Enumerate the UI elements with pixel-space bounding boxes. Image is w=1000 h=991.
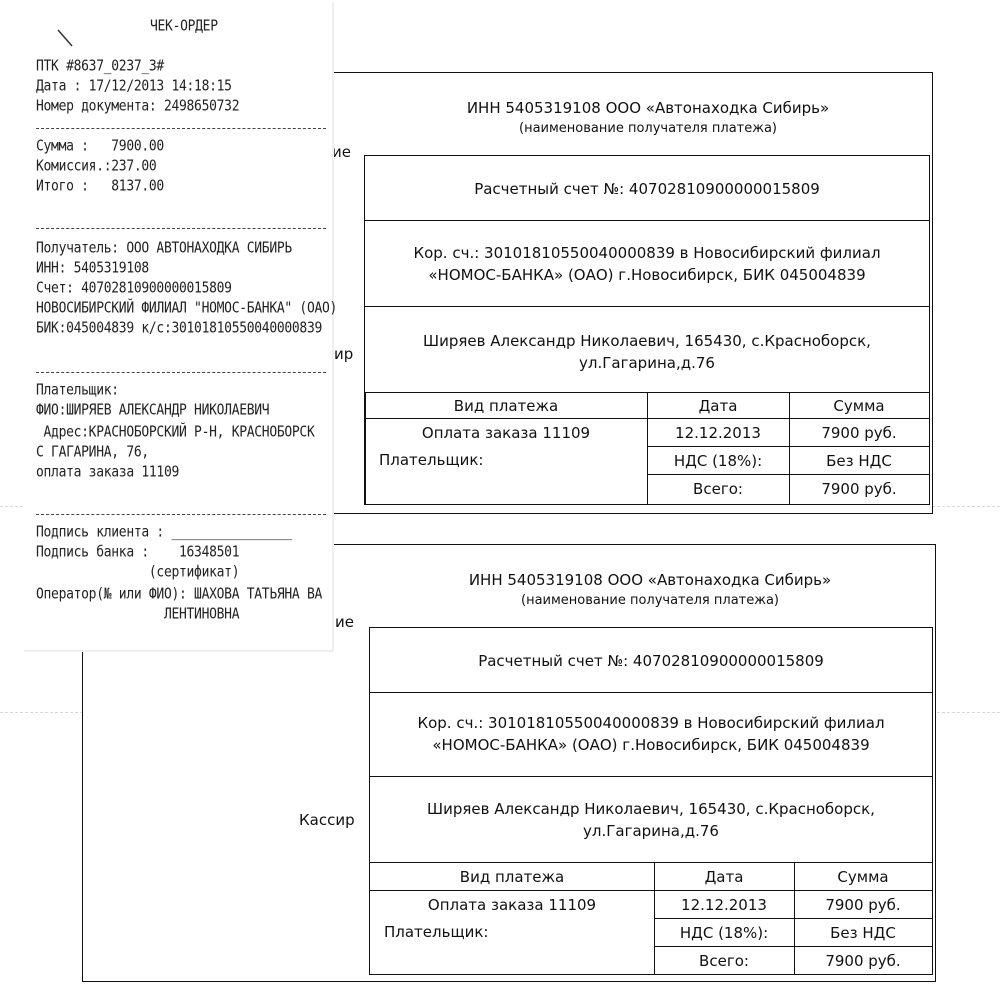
receipt-bank-sign: Подпись банка : 16348501 (36, 544, 240, 562)
receipt-address-2: С ГАГАРИНА, 76, (36, 444, 149, 462)
receipt-order: оплата заказа 11109 (36, 464, 180, 482)
receipt-bik: БИК:045004839 к/с:30101810550040000839 (36, 320, 323, 338)
table-vat-value: Без НДС (830, 924, 896, 942)
receipt-divider (36, 372, 326, 373)
row-divider (370, 692, 932, 693)
payer-line-2: ул.Гагарина,д.76 (583, 822, 719, 840)
row-divider (365, 220, 929, 221)
row-divider (647, 446, 929, 447)
receipt-account: Счет: 40702810900000015809 (36, 280, 232, 298)
table-total-value: 7900 руб. (825, 952, 901, 970)
receipt-title: ЧЕК-ОРДЕР (150, 18, 218, 36)
corr-account-line-2: «НОМОС-БАНКА» (ОАО) г.Новосибирск, БИК 045004839 (428, 266, 866, 284)
receipt-total: Итого : 8137.00 (36, 178, 164, 196)
table-cell-date: 12.12.2013 (675, 424, 761, 442)
table-payer-label: Плательщик: (384, 923, 489, 941)
side-label-notice: ие (332, 143, 351, 161)
corr-account-line-1: Кор. сч.: 30101810550040000839 в Новосибирский филиал (413, 244, 881, 262)
receipt-sum: Сумма : 7900.00 (36, 138, 164, 156)
details-box-bottom (369, 627, 933, 975)
receipt-operator-1: Оператор(№ или ФИО): ШАХОВА ТАТЬЯНА ВА (36, 586, 323, 604)
table-total-label: Всего: (693, 480, 743, 498)
receipt-fio: ФИО:ШИРЯЕВ АЛЕКСАНДР НИКОЛАЕВИЧ (36, 402, 270, 420)
cheque-receipt (22, 0, 338, 650)
receipt-inn: ИНН: 5405319108 (36, 260, 149, 278)
row-divider (654, 918, 932, 919)
table-header-date: Дата (698, 397, 738, 415)
table-vat-value: Без НДС (826, 452, 892, 470)
table-cell-type: Оплата заказа 11109 (427, 896, 597, 914)
payer-line-1: Ширяев Александр Николаевич, 165430, с.Красноборск, (423, 332, 871, 350)
payer-line-1: Ширяев Александр Николаевич, 165430, с.Красноборск, (427, 800, 875, 818)
receipt-ptk: ПТК #8637_0237_3# (36, 58, 164, 76)
receipt-payer-label: Плательщик: (36, 382, 119, 400)
corr-account-line-2: «НОМОС-БАНКА» (ОАО) г.Новосибирск, БИК 045004839 (432, 736, 870, 754)
receipt-commission: Комиссия.:237.00 (36, 158, 157, 176)
table-header-type: Вид платежа (459, 868, 565, 886)
pen-mark-icon (56, 28, 76, 48)
side-label-cashier: ир (334, 345, 354, 363)
table-cell-date: 12.12.2013 (681, 896, 767, 914)
receipt-certificate: (сертификат) (36, 564, 240, 582)
recipient-caption: (наименование получателя платежа) (521, 593, 779, 608)
side-label-cashier: Кассир (299, 811, 355, 829)
row-divider (647, 474, 929, 475)
account-line: Расчетный счет №: 40702810900000015809 (478, 652, 824, 670)
table-total-label: Всего: (699, 952, 749, 970)
row-divider (365, 306, 929, 307)
receipt-doc-number: Номер документа: 2498650732 (36, 98, 240, 116)
table-header-date: Дата (704, 868, 744, 886)
recipient-caption: (наименование получателя платежа) (519, 121, 777, 136)
table-total-value: 7900 руб. (821, 480, 897, 498)
row-divider (365, 418, 929, 419)
receipt-branch: НОВОСИБИРСКИЙ ФИЛИАЛ "НОМОС-БАНКА" (ОАО) (36, 300, 338, 318)
table-payer-label: Плательщик: (379, 451, 484, 469)
payer-line-2: ул.Гагарина,д.76 (579, 354, 715, 372)
table-header-sum: Сумма (837, 868, 889, 886)
side-label-notice: ие (335, 613, 354, 631)
recipient-line: ИНН 5405319108 ООО «Автонаходка Сибирь» (466, 99, 830, 117)
row-divider (654, 946, 932, 947)
corr-account-line-1: Кор. сч.: 30101810550040000839 в Новосибирский филиал (417, 714, 885, 732)
receipt-divider (36, 514, 326, 515)
table-header-type: Вид платежа (453, 397, 559, 415)
receipt-client-sign: Подпись клиента : ________________ (36, 524, 292, 542)
receipt-divider (36, 228, 326, 229)
table-header-sum: Сумма (833, 397, 885, 415)
receipt-operator-2: ЛЕНТИНОВНА (36, 606, 240, 624)
recipient-line: ИНН 5405319108 ООО «Автонаходка Сибирь» (468, 571, 832, 589)
table-cell-sum: 7900 руб. (821, 424, 897, 442)
receipt-date: Дата : 17/12/2013 14:18:15 (36, 78, 232, 96)
table-vat-label: НДС (18%): (679, 924, 769, 942)
receipt-recipient: Получатель: ООО АВТОНАХОДКА СИБИРЬ (36, 240, 292, 258)
receipt-address-1: Адрес:КРАСНОБОРСКИЙ Р-Н, КРАСНОБОРСК (36, 424, 315, 442)
receipt-divider (36, 128, 326, 129)
row-divider (370, 862, 932, 863)
table-vat-label: НДС (18%): (673, 452, 763, 470)
table-cell-sum: 7900 руб. (825, 896, 901, 914)
details-box-top (364, 155, 930, 505)
table-cell-type: Оплата заказа 11109 (421, 424, 591, 442)
row-divider (370, 890, 932, 891)
account-line: Расчетный счет №: 40702810900000015809 (474, 180, 820, 198)
row-divider (370, 776, 932, 777)
